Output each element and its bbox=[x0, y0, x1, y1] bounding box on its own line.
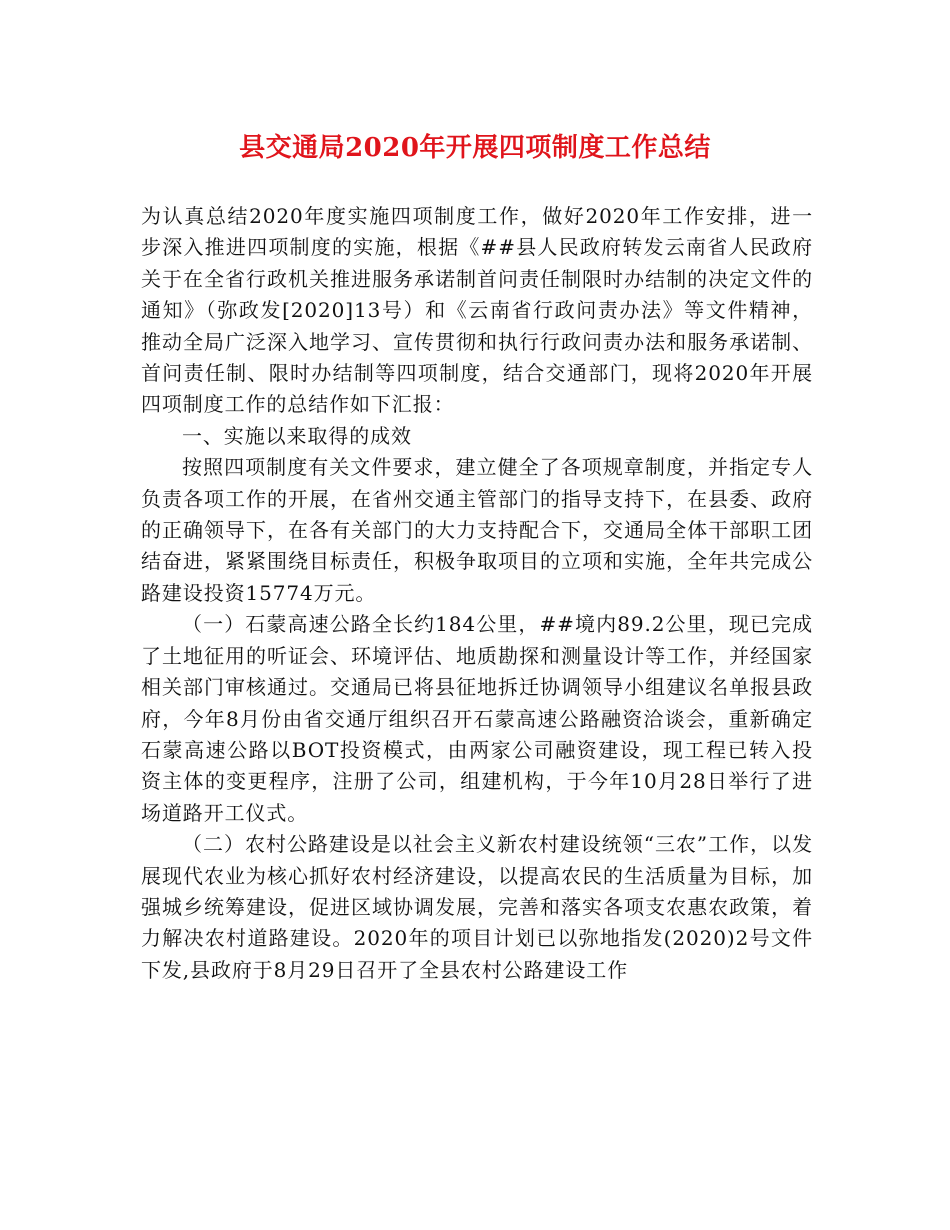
document-body bbox=[141, 201, 813, 986]
document-title: 县交通局2020年开展四项制度工作总结 bbox=[239, 133, 711, 163]
paragraph-achievements: 按照四项制度有关文件要求，建立健全了各项规章制度，并指定专人负责各项工作的开展，在省州交通主管部门的指导支持下，在县委、政府的正确领导下，在各有关部门的大力支持配合下，交通局全体干部职工团结奋进，紧紧围绕目标责任，积极争取项目的立项和实施，全年共完成公路建设投资15774万元。 bbox=[141, 455, 813, 605]
paragraph-rural-roads: （二）农村公路建设是以社会主义新农村建设统领“三农”工作，以发展现代农业为核心抓好农村经济建设，以提高农民的生活质量为目标，加强城乡统筹建设，促进区域协调发展，完善和落实各项支农惠农政策，着力解决农村道路建设。2020年的项目计划已以弥地指发(2020)2号文件下发,县政府于8月29日召开了全县农村公路建设工作 bbox=[141, 832, 813, 982]
paragraph-intro: 为认真总结2020年度实施四项制度工作，做好2020年工作安排，进一步深入推进四项制度的实施，根据《##县人民政府转发云南省人民政府关于在全省行政机关推进服务承诺制首问责任制限时办结制的决定文件的通知》（弥政发[2020]13号）和《云南省行政问责办法》等文件精神，推动全局广泛深入地学习、宣传贯彻和执行行政问责办法和服务承诺制、首问责任制、限时办结制等四项制度，结合交通部门，现将2020年开展四项制度工作的总结作如下汇报： bbox=[141, 204, 813, 417]
section-heading-achievements: 一、实施以来取得的成效 bbox=[182, 423, 412, 448]
paragraph-shimeng-expressway: （一）石蒙高速公路全长约184公里，##境内89.2公里，现已完成了土地征用的听证会、环境评估、地质勘探和测量设计等工作，并经国家相关部门审核通过。交通局已将县征地拆迁协调领导小组建议名单报县政府，今年8月份由省交通厅组织召开石蒙高速公路融资洽谈会，重新确定石蒙高速公路以BOT投资模式，由两家公司融资建设，现工程已转入投资主体的变更程序，注册了公司，组建机构，于今年10月28日举行了进场道路开工仪式。 bbox=[141, 612, 813, 825]
